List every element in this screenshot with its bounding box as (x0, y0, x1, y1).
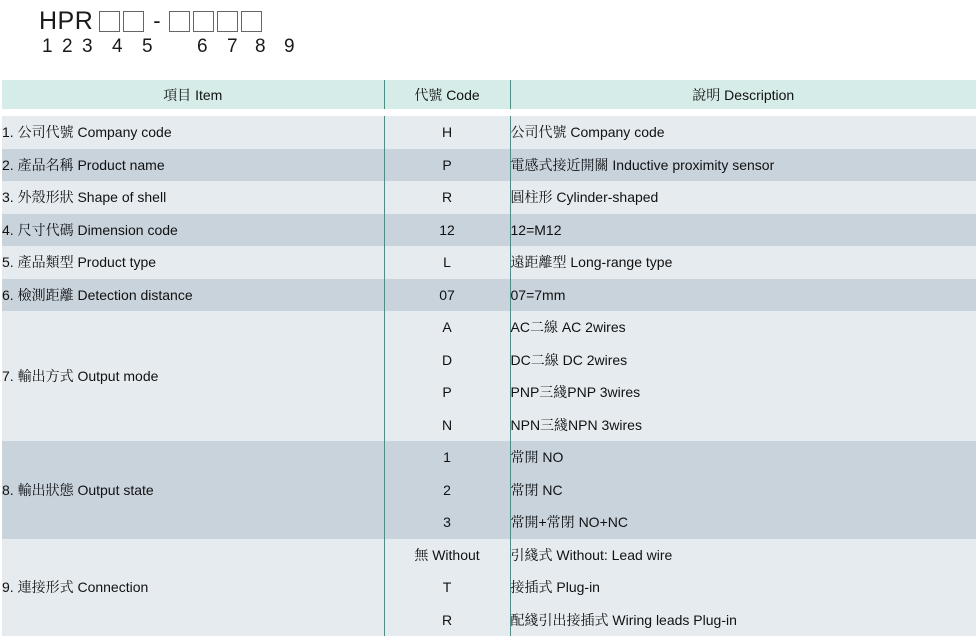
item-cell: 6. 檢測距離 Detection distance (2, 279, 384, 312)
description-cell: 圓柱形 Cylinder-shaped (510, 181, 976, 214)
code-cell: R (384, 604, 510, 637)
item-cell: 2. 產品名稱 Product name (2, 149, 384, 182)
spec-table (2, 80, 976, 636)
table-row (2, 181, 976, 214)
digit-9: 9 (284, 36, 295, 57)
digit-7: 7 (227, 36, 238, 57)
description-cell: AC二線 AC 2wires (510, 311, 976, 344)
description-cell: PNP三綫PNP 3wires (510, 376, 976, 409)
code-box-9 (241, 11, 262, 32)
item-cell: 3. 外殼形狀 Shape of shell (2, 181, 384, 214)
code-cell: P (384, 376, 510, 409)
description-cell: 07=7mm (510, 279, 976, 312)
item-cell: 8. 輸出狀態 Output state (2, 441, 384, 539)
code-box-7 (193, 11, 214, 32)
digit-5: 5 (142, 36, 153, 57)
item-cell: 5. 產品類型 Product type (2, 246, 384, 279)
code-cell: L (384, 246, 510, 279)
code-cell: N (384, 409, 510, 442)
description-cell: 電感式接近開關 Inductive proximity sensor (510, 149, 976, 182)
code-cell: 1 (384, 441, 510, 474)
position-digits (39, 36, 295, 60)
description-cell: NPN三綫NPN 3wires (510, 409, 976, 442)
model-prefix: HPR (39, 6, 94, 35)
digit-4: 4 (112, 36, 123, 57)
description-cell: DC二線 DC 2wires (510, 344, 976, 377)
code-cell: T (384, 571, 510, 604)
description-cell: 配綫引出接插式 Wiring leads Plug-in (510, 604, 976, 637)
table-body (2, 113, 976, 637)
code-cell: 12 (384, 214, 510, 247)
code-cell: 無 Without (384, 539, 510, 572)
code-cell: H (384, 113, 510, 149)
description-cell: 常開 NO (510, 441, 976, 474)
code-cell: D (384, 344, 510, 377)
description-cell: 遠距離型 Long-range type (510, 246, 976, 279)
item-cell: 7. 輸出方式 Output mode (2, 311, 384, 441)
item-cell: 1. 公司代號 Company code (2, 113, 384, 149)
code-box-5 (123, 11, 144, 32)
digit-6: 6 (197, 36, 208, 57)
description-cell: 公司代號 Company code (510, 113, 976, 149)
table-row (2, 279, 976, 312)
column-header-description: 說明 Description (510, 80, 976, 113)
digit-8: 8 (255, 36, 266, 57)
digit-2: 2 (62, 36, 73, 57)
table-row (2, 246, 976, 279)
model-code-diagram (39, 6, 295, 60)
code-box-8 (217, 11, 238, 32)
item-cell: 9. 連接形式 Connection (2, 539, 384, 637)
description-cell: 常閉 NC (510, 474, 976, 507)
description-cell: 常開+常閉 NO+NC (510, 506, 976, 539)
table-row (2, 441, 976, 474)
table-row (2, 311, 976, 344)
description-cell: 12=M12 (510, 214, 976, 247)
table-row (2, 113, 976, 149)
column-header-item: 項目 Item (2, 80, 384, 113)
code-cell: A (384, 311, 510, 344)
code-box-4 (99, 11, 120, 32)
item-cell: 4. 尺寸代碼 Dimension code (2, 214, 384, 247)
table-row (2, 149, 976, 182)
table-row (2, 539, 976, 572)
digit-3: 3 (82, 36, 93, 57)
table-header-row (2, 80, 976, 113)
code-cell: 07 (384, 279, 510, 312)
model-code-line (39, 6, 265, 36)
code-cell: 3 (384, 506, 510, 539)
code-cell: 2 (384, 474, 510, 507)
digit-1: 1 (42, 36, 53, 57)
code-cell: P (384, 149, 510, 182)
table-row (2, 214, 976, 247)
code-dash: - (153, 8, 161, 33)
code-cell: R (384, 181, 510, 214)
column-header-code: 代號 Code (384, 80, 510, 113)
description-cell: 接插式 Plug-in (510, 571, 976, 604)
description-cell: 引綫式 Without: Lead wire (510, 539, 976, 572)
code-box-6 (169, 11, 190, 32)
